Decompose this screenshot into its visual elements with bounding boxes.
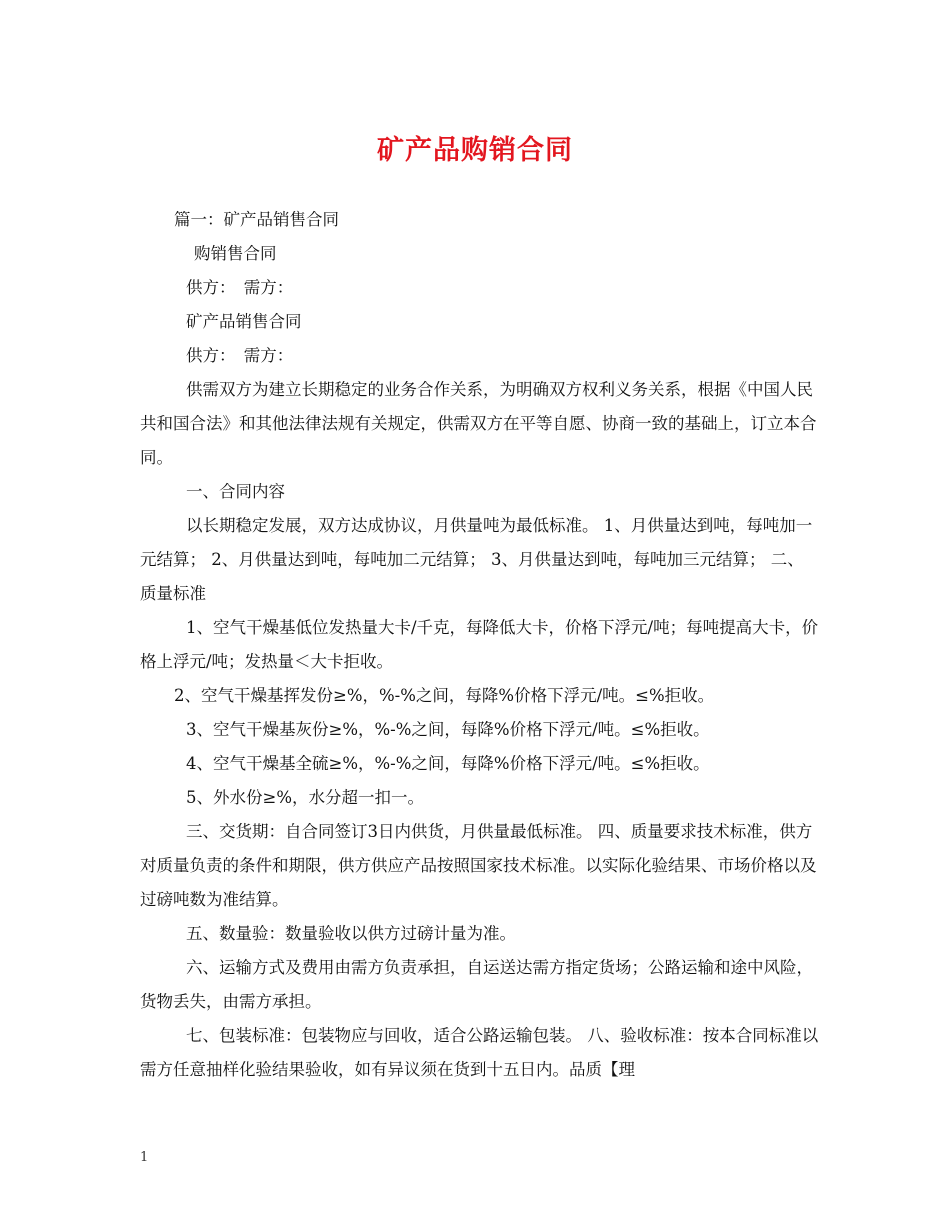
paragraph: 篇一：矿产品销售合同 [174,210,339,229]
paragraph: 5、外水份≥%，水分超一扣一。 [186,788,425,807]
paragraph: 六、运输方式及费用由需方负责承担，自运送达需方指定货场；公路运输和途中风险，货物丢失，由需方承担。 [140,958,813,1011]
page-number: 1 [140,1150,149,1165]
paragraph: 供方： 需方： [186,346,294,365]
document-body [140,203,820,1087]
document-title: 矿产品购销合同 [377,135,573,166]
paragraph: 七、包装标准：包装物应与回收，适合公路运输包装。 八、验收标准：按本合同标准以需方任意抽样化验结果验收，如有异议须在货到十五日内。品质【理 [140,1026,819,1079]
paragraph: 4、空气干燥基全硫≥%，%-%之间，每降%价格下浮元/吨。≤%拒收。 [186,754,710,773]
paragraph: 1、空气干燥基低位发热量大卡/千克，每降低大卡，价格下浮元/吨；每吨提高大卡，价格上浮元/吨；发热量＜大卡拒收。 [140,618,819,671]
paragraph: 2、空气干燥基挥发份≥%，%-%之间，每降%价格下浮元/吨。≤%拒收。 [174,686,715,705]
paragraph: 以长期稳定发展，双方达成协议，月供量吨为最低标准。 1、月供量达到吨，每吨加一元结算； 2、月供量达到吨，每吨加二元结算； 3、月供量达到吨，每吨加三元结算； 二、质量标准 [140,516,813,603]
paragraph: 购销售合同 [194,244,277,263]
paragraph: 五、数量验：数量验收以供方过磅计量为准。 [186,924,516,943]
paragraph: 供需双方为建立长期稳定的业务合作关系，为明确双方权利义务关系，根据《中国人民共和国合法》和其他法律法规有关规定，供需双方在平等自愿、协商一致的基础上，订立本合同。 [140,380,817,467]
paragraph: 一、合同内容 [186,482,285,501]
paragraph: 供方： 需方： [186,278,294,297]
paragraph: 矿产品销售合同 [186,312,302,331]
paragraph: 三、交货期：自合同签订3日内供货，月供量最低标准。 四、质量要求技术标准，供方对质量负责的条件和期限，供方供应产品按照国家技术标准。以实际化验结果、市场价格以及过磅吨数为准结算。 [140,822,817,909]
paragraph: 3、空气干燥基灰份≥%，%-%之间，每降%价格下浮元/吨。≤%拒收。 [186,720,710,739]
